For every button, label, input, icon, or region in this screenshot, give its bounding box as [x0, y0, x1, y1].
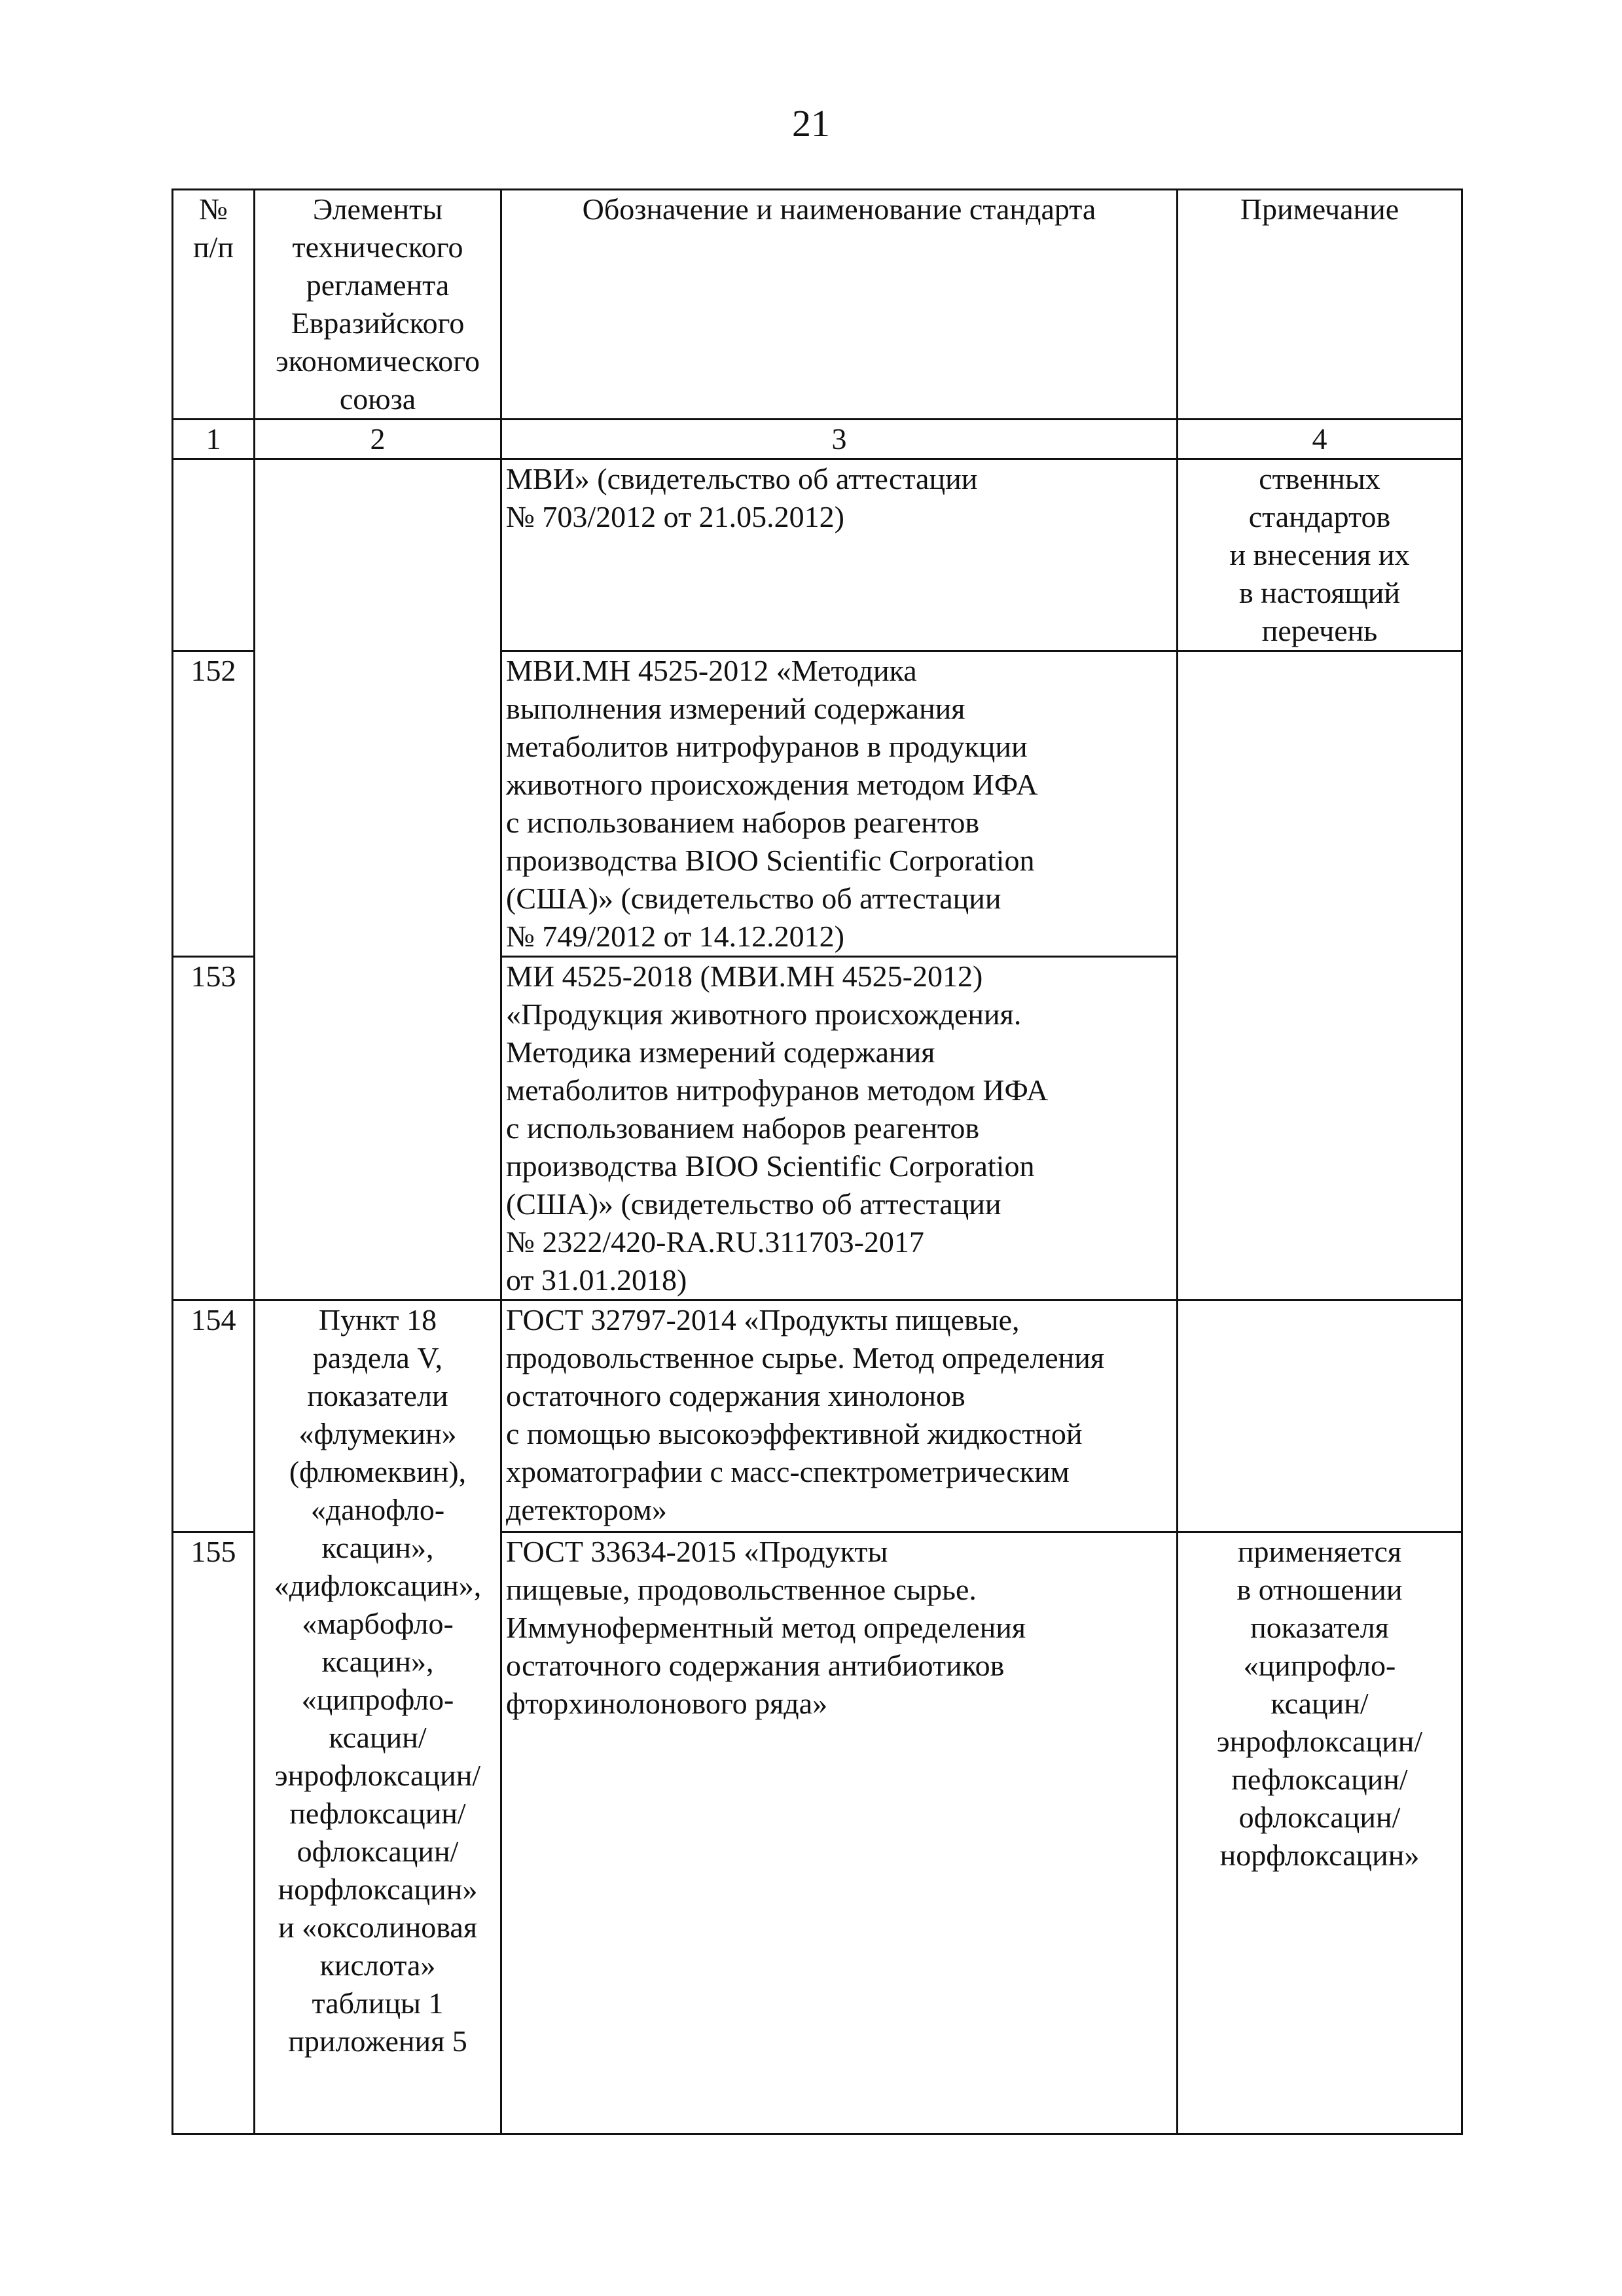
header-standard-name: Обозначение и наименование стандарта [501, 190, 1178, 420]
standard-cell: МВИ.МН 4525-2012 «Методика выполнения измерений содержания метаболитов нитрофуранов в продукции животного происхождения методом ИФА с использованием наборов реагентов производства BIOO Scientific Corporation (США)» (свидетельство об аттестации № 749/2012 от 14.12.2012) [501, 651, 1178, 957]
standard-cell: ГОСТ 33634-2015 «Продукты пищевые, продовольственное сырье. Иммуноферментный метод определения остаточного содержания антибиотиков фторхинолонового ряда» [501, 1532, 1178, 2134]
row-number: 153 [173, 957, 255, 1300]
header-note: Примечание [1178, 190, 1462, 420]
regulation-element-cell: Пункт 18 раздела V, показатели «флумекин» (флюмеквин), «данофло- ксацин», «дифлоксацин», «марбофло- ксацин», «ципрофло- ксацин/ энрофлоксацин/ пефлоксацин/ офлоксацин/ норфлоксацин» и «оксолиновая кислота» таблицы 1 приложения 5 [255, 1300, 501, 2134]
note-cell-empty [1178, 651, 1462, 1300]
standard-cell: МИ 4525-2018 (МВИ.МН 4525-2012) «Продукция животного происхождения. Методика измерений содержания метаболитов нитрофуранов методом ИФА с использованием наборов реагентов производства BIOO Scientific Corporation (США)» (свидетельство об аттестации № 2322/420-RA.RU.311703-2017 от 31.01.2018) [501, 957, 1178, 1300]
header-regulation-elements: Элементы технического регламента Евразийского экономического союза [255, 190, 501, 420]
standard-cell: ГОСТ 32797-2014 «Продукты пищевые, продовольственное сырье. Метод определения остаточного содержания хинолонов с помощью высокоэффективной жидкостной хроматографии с масс-спектрометрическим детектором» [501, 1300, 1178, 1532]
column-number: 4 [1178, 420, 1462, 459]
table-row [173, 1300, 1462, 1532]
column-number: 2 [255, 420, 501, 459]
note-cell: применяется в отношении показателя «ципрофло- ксацин/ энрофлоксацин/ пефлоксацин/ офлоксацин/ норфлоксацин» [1178, 1532, 1462, 2134]
standards-table [171, 188, 1463, 2135]
page-number: 21 [792, 102, 830, 145]
column-number: 1 [173, 420, 255, 459]
continuation-standard: МВИ» (свидетельство об аттестации № 703/2012 от 21.05.2012) [501, 459, 1178, 651]
table-row-continuation [173, 459, 1462, 651]
row-number: 154 [173, 1300, 255, 1532]
continuation-number-cell [173, 459, 255, 651]
column-numbers-row [173, 420, 1462, 459]
row-number: 152 [173, 651, 255, 957]
note-cell-empty [1178, 1300, 1462, 1532]
column-number: 3 [501, 420, 1178, 459]
continuation-element-cell [255, 459, 501, 1300]
table-header-row [173, 190, 1462, 420]
continuation-note: ственных стандартов и внесения их в настоящий перечень [1178, 459, 1462, 651]
row-number: 155 [173, 1532, 255, 2134]
header-number: № п/п [173, 190, 255, 420]
